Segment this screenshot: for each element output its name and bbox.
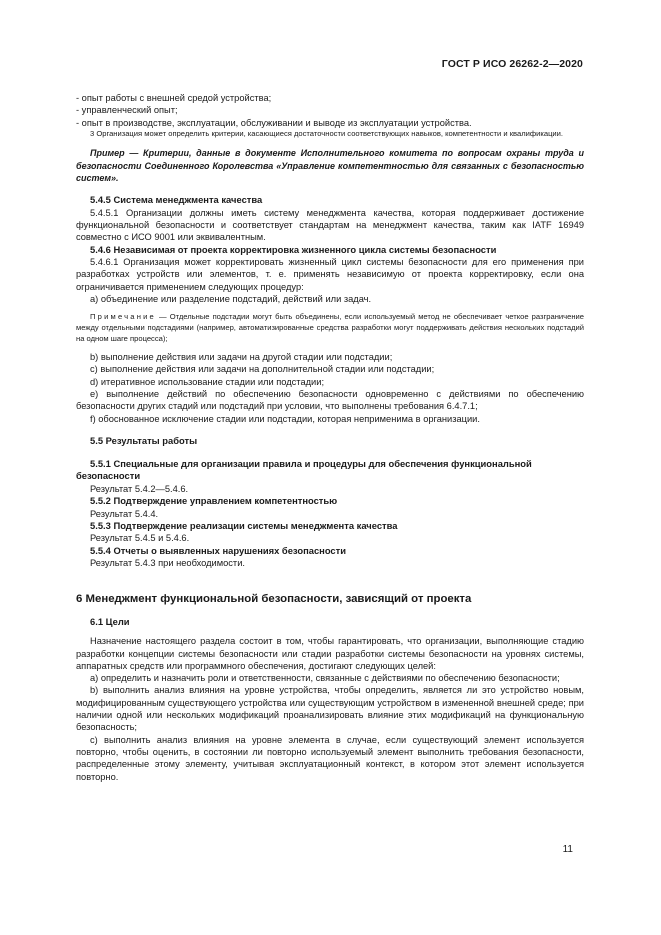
list-item: а) определить и назначить роли и ответственности, связанные с действиями по обеспечению безопасности; [90, 673, 560, 684]
list-item: b) выполнить анализ влияния на уровне устройства, чтобы определить, является ли это устройство новым, модифицированным существующего устройства или существующим устройством в измененной внешней среде; при наличии одной или нескольких модификаций проанализировать влияние этих модификаций на функциональную безопасность; [76, 685, 584, 733]
section-5-5-3-result: Результат 5.4.5 и 5.4.6. [90, 533, 190, 544]
example-paragraph: Пример — Критерии, данные в документе Исполнительного комитета по вопросам охраны труда и безопасности Соединенного Королевства «Управление компетентностью для связанных с безопасностью систем». [76, 148, 584, 183]
section-5-4-6-text: 5.4.6.1 Организация может корректировать жизненный цикл системы безопасности для его применения при разработках устройств или элементов, т. е. применять независимую от проекта корректировку, если она ограничивается применением следующих процедур: [76, 257, 584, 292]
section-5-4-6-title: 5.4.6 Независимая от проекта корректировка жизненного цикла системы безопасности [90, 243, 497, 255]
section-6-1-title: 6.1 Цели [90, 615, 130, 627]
intro-item: - управленческий опыт; [76, 105, 178, 116]
note-label: Примечание [90, 312, 156, 322]
section-5-5-1-title: 5.5.1 Специальные для организации правила и процедуры для обеспечения функциональной безопасности [76, 457, 532, 482]
list-item: d) итеративное использование стадии или подстадии; [90, 376, 325, 387]
intro-item: - опыт работы с внешней средой устройства; [76, 93, 272, 103]
list-item: с) выполнение действия или задачи на дополнительной стадии или подстадии; [90, 364, 435, 375]
section-5-4-5-title: 5.4.5 Система менеджмента качества [90, 194, 263, 206]
intro-item: - опыт в производстве, эксплуатации, обслуживании и выводе из эксплуатации устройства. [76, 117, 472, 128]
section-5-5-3-title: 5.5.3 Подтверждение реализации системы менеджмента качества [90, 519, 398, 531]
standard-header: ГОСТ Р ИСО 26262-2—2020 [441, 58, 583, 70]
section-5-5-4-result: Результат 5.4.3 при необходимости. [90, 558, 245, 569]
page-content [76, 92, 584, 783]
note-3: 3 Организация может определить критерии, касающиеся достаточности соответствующих навыков, компетентности и квалификации. [90, 128, 564, 138]
list-item: b) выполнение действия или задачи на другой стадии или подстадии; [90, 352, 393, 363]
section-5-5-1-result: Результат 5.4.2—5.4.6. [90, 483, 189, 494]
note-text: — Отдельные подстадии могут быть объединены, если используемый метод не обеспечивает четкое разграничение между отдельными подстадиями (например, автоматизированные средства разработки могут поддерживать действия нескольких подстадий на одном шаге процесса); [76, 312, 584, 343]
list-item: f) обоснованное исключение стадии или подстадии, которая неприменима в организации. [90, 413, 480, 424]
section-5-4-5-text: 5.4.5.1 Организации должны иметь систему менеджмента качества, которая поддерживает достижение функциональной безопасности и соответствует стандартам на менеджмент качества, таким как IATF 16949 совместно с ИСО 9001 или эквивалентным. [76, 207, 584, 243]
section-5-5-title: 5.5 Результаты работы [90, 434, 198, 446]
section-5-5-2-title: 5.5.2 Подтверждение управлением компетентностью [90, 495, 338, 506]
chapter-6-title: 6 Менеджмент функциональной безопасности, зависящий от проекта [76, 592, 472, 605]
section-5-5-4-title: 5.5.4 Отчеты о выявленных нарушениях безопасности [90, 544, 346, 556]
list-item-a: а) объединение или разделение подстадий, действий или задач. [90, 294, 372, 305]
section-5-5-2-result: Результат 5.4.4. [90, 508, 159, 519]
note-paragraph [76, 312, 584, 344]
page-number: 11 [562, 844, 573, 855]
list-item: с) выполнить анализ влияния на уровне элемента в случае, если существующий элемент используется повторно, чтобы оценить, в состоянии ли повторно используемый элемент выполнить требования безопасности, распределенные этому элементу, учитывая эксплуатационный контекст, в котором этот элемент используется повторно. [76, 734, 584, 782]
section-6-1-intro: Назначение настоящего раздела состоит в том, чтобы гарантировать, что организации, выполняющие стадию разработки концепции системы безопасности или стадии разработки системы безопасности на уровнях системы, аппаратных средств или программного обеспечения, достигают следующих целей: [76, 636, 584, 671]
list-item: е) выполнение действий по обеспечению безопасности одновременно с действиями по обеспечению безопасности других стадий или подстадий при условии, что выполнены требования 6.4.7.1; [76, 389, 584, 412]
